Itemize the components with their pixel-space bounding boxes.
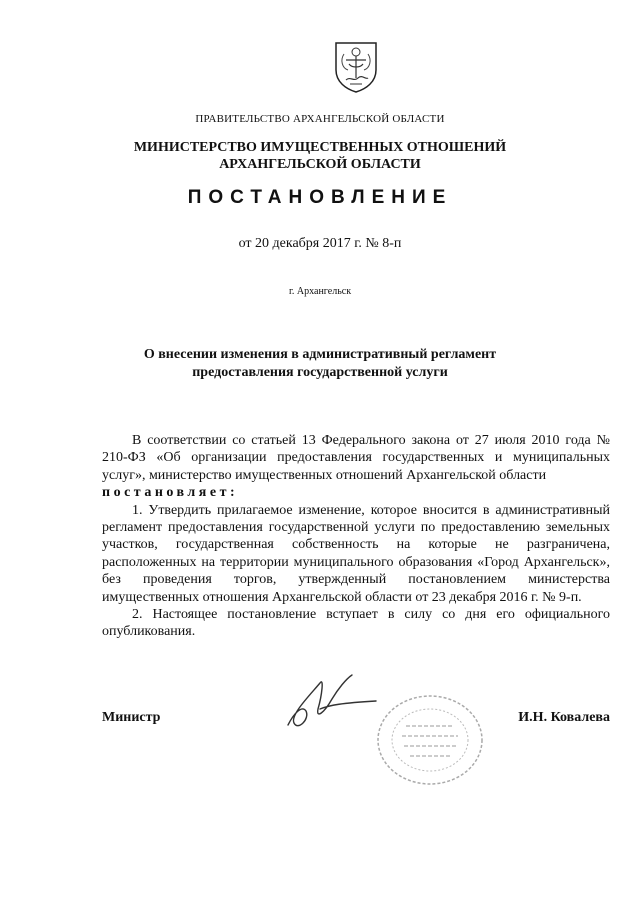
signatory-position: Министр	[102, 710, 161, 725]
subject-line1: О внесении изменения в административный регламент	[143, 347, 497, 362]
document-city: г. Архангельск	[288, 286, 352, 297]
document-type-title: ПОСТАНОВЛЕНИЕ	[187, 187, 453, 208]
subject-line2: предоставления государственной услуги	[192, 365, 448, 380]
ministry-name	[0, 139, 640, 173]
document-body	[102, 432, 610, 641]
document-date-number: от 20 декабря 2017 г. № 8-п	[238, 236, 402, 251]
ministry-name-line1: МИНИСТЕРСТВО ИМУЩЕСТВЕННЫХ ОТНОШЕНИЙ	[133, 140, 507, 155]
government-name: ПРАВИТЕЛЬСТВО АРХАНГЕЛЬСКОЙ ОБЛАСТИ	[195, 113, 445, 125]
document-subject	[0, 346, 640, 382]
body-resolves	[102, 484, 610, 501]
signatory-name: И.Н. Ковалева	[518, 710, 610, 725]
body-intro: В соответствии со статьей 13 Федерального закона от 27 июля 2010 года № 210-ФЗ «Об организации предоставления государственных и муниципальных услуг», министерство имущественных отношений Архангельской области	[102, 433, 610, 483]
resolves-keyword: постановляет:	[102, 485, 239, 501]
official-stamp	[372, 690, 488, 790]
ministry-name-line2: АРХАНГЕЛЬСКОЙ ОБЛАСТИ	[219, 157, 421, 172]
body-item-1: 1. Утвердить прилагаемое изменение, которое вносится в административный регламент предоставления государственной услуги по предоставлению земельных участков, государственная собственность на которые не разграничена, расположенных на территории муниципального образования «Город Архангельск», без проведения торгов, утвержденный постановлением министерства имущественных отношения Архангельской области от 23 декабря 2016 г. № 9-п.	[102, 502, 610, 605]
coat-of-arms-icon	[332, 40, 380, 94]
body-item-2: 2. Настоящее постановление вступает в силу со дня его официального опубликования.	[102, 607, 610, 640]
